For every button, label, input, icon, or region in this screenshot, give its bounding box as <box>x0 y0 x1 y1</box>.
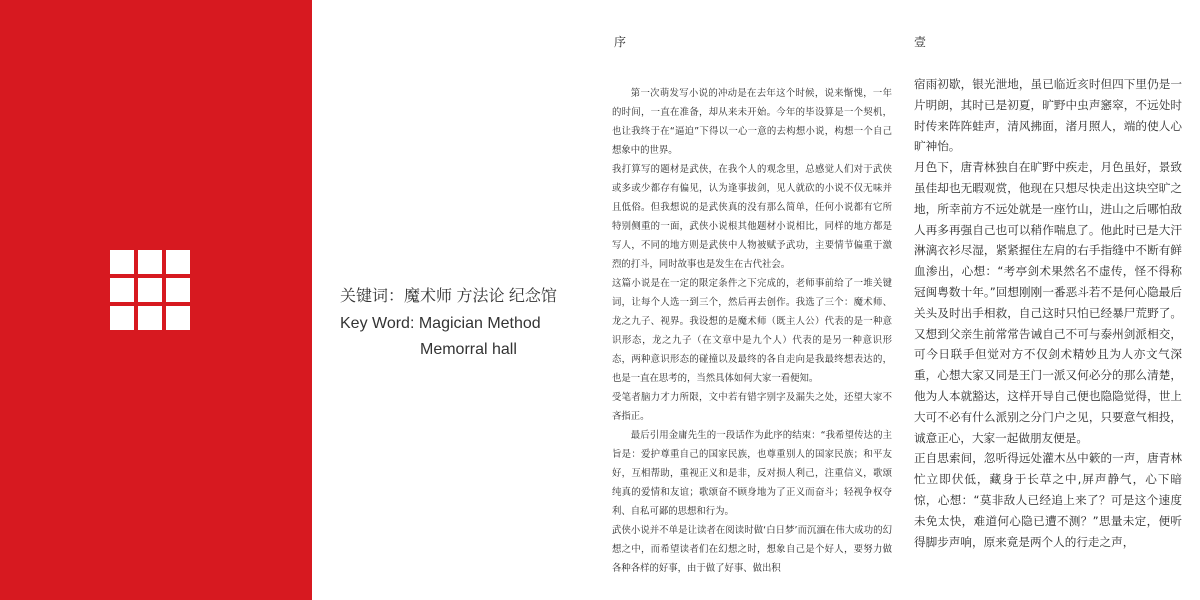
preface-paragraph: 第一次萌发写小说的冲动是在去年这个时候，说来惭愧，一年的时间，一直在准备，却从来未开始。今年的毕设算是一个契机，也让我终于在“逼迫”下得以一心一意的去构想小说，构想一个自己想象中的世界。 <box>612 88 892 156</box>
chapter-title: 壹 <box>914 35 927 49</box>
preface-column <box>612 32 892 578</box>
grid-cell <box>166 306 190 330</box>
preface-title: 序 <box>614 35 627 49</box>
keywords-english: Key Word: Magician Method <box>340 315 541 332</box>
chapter-column <box>914 32 1182 552</box>
grid-cell <box>138 250 162 274</box>
keywords-block <box>340 286 600 363</box>
grid-cell <box>166 278 190 302</box>
chapter-paragraph: 正自思索间，忽听得远处灌木丛中簌的一声，唐青林忙立即伏低，藏身于长草之中,屏声静气，心下暗惊，心想：“莫非敌人已经追上来了？可是这个速度未免太快，难道何心隐已遭不测？”思量未定，便听得脚步声响，原来竟是两个人的行走之声， <box>914 451 1182 549</box>
preface-paragraph: 这篇小说是在一定的限定条件之下完成的，老师事前给了一堆关键词，让每个人选一到三个，然后再去创作。我选了三个：魔术师、龙之九子、视界。我设想的是魔术师（既主人公）代表的是一种意识形态，龙之九子（在文章中是九个人）代表的是另一种意识形态，两种意识形态的碰撞以及最终的各自走向是我最终想表达的，也是一直在思考的，当然具体如何大家一看便知。 <box>612 278 892 384</box>
preface-paragraph: 受笔者脑力才力所限，文中若有错字别字及漏失之处，还望大家不吝指正。 <box>612 392 892 422</box>
preface-paragraph: 武侠小说并不单是让读者在阅读时做‘白日梦’而沉湎在伟大成功的幻想之中，而希望读者们在幻想之时，想象自己是个好人，要努力做各种各样的好事，由于做了好事、做出积 <box>612 525 892 574</box>
preface-paragraph: 我打算写的题材是武侠，在我个人的观念里，总感觉人们对于武侠或多或少都存有偏见，认为逢事拔剑，见人就砍的小说不仅无味并且低俗。但我想说的是武侠真的没有那么简单，任何小说都有它所特别侧重的一面，武侠小说根其他题材小说相比，同样的地方都是写人，不同的地方则是武侠中人物被赋予武功，主要情节偏重于激烈的打斗，同时故事也是发生在古代社会。 <box>612 164 892 270</box>
grid-cell <box>138 306 162 330</box>
keywords-chinese: 关键词：魔术师 方法论 纪念馆 <box>340 288 557 305</box>
grid-icon <box>110 250 190 330</box>
preface-paragraph: 最后引用金庸先生的一段话作为此序的结束：“我希望传达的主旨是：爱护尊重自己的国家民族，也尊重别人的国家民族；和平友好，互相帮助，重视正义和是非，反对损人利己，注重信义，歌颂纯真的爱情和友谊；歌颂奋不顾身地为了正义而奋斗；轻视争权夺利、自私可鄙的思想和行为。 <box>612 430 892 517</box>
grid-cell <box>166 250 190 274</box>
keywords-english-continued: Memorral hall <box>420 341 517 358</box>
chapter-paragraph: 月色下，唐青林独自在旷野中疾走，月色虽好，景致虽佳却也无暇观赏，他现在只想尽快走出这块空旷之地，所幸前方不远处就是一座竹山，进山之后哪怕敌人再多再强自己也可以稍作喘息了。他此时已是大汗淋漓衣衫尽湿，紧紧握住左肩的右手指缝中不断有鲜血渗出，心想：“考亭剑术果然名不虚传，怪不得称冠闽粤数十年。”回想刚刚一番恶斗若不是何心隐最后关头及时出手相救，自己这时只怕已经暴尸荒野了。又想到父亲生前常常告诫自己不可与泰州剑派相交，可今日联手但觉对方不仅剑术精妙且为人亦文气深重，心想大家又同是王门一派又何必分的那么清楚，他为人本就豁达，这样开导自己便也隐隐觉得，世上大可不必有什么派别之分门户之见，只要意气相投，诚意正心，大家一起做朋友便是。 <box>914 160 1182 445</box>
grid-cell <box>138 278 162 302</box>
grid-cell <box>110 306 134 330</box>
grid-cell <box>110 278 134 302</box>
red-side-panel <box>0 0 312 600</box>
grid-cell <box>110 250 134 274</box>
chapter-paragraph: 宿雨初歇，银光泄地，虽已临近亥时但四下里仍是一片明朗，其时已是初夏，旷野中虫声窸窣，不远处时时传来阵阵蛙声，清风拂面，渚月照人，端的使人心旷神怡。 <box>914 77 1182 154</box>
